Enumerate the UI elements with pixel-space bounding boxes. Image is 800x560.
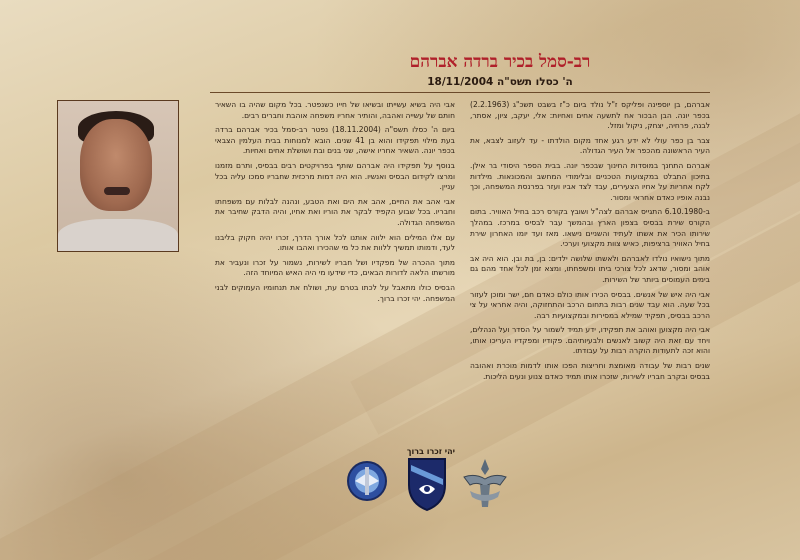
paragraph: מתוך נישואיו נולדו לאברהם ולאשתו שלושה ילדים: בן, בת ובן. הוא היה אב אוהב ומסור, שדאג לכל צורכי ביתו ומשפחתו, ומצא זמן לכל אחד מהם גם בימים העמוסים ביותר של השירות. (470, 253, 710, 284)
paragraph: אברהם התחנך במוסדות החינוך שבכפר יונה. בבית הספר היסודי בר אילן. בתיכון התבלט במקצועות הטכניים ובלימודי המחשב והמכונאות. מילדות לקח אחריות על אחיו הצעירים, עבד לצד אביו ועזר בפרנסת המשפחה, וכך נבנה אופיו כאדם אחראי ומסור. (470, 160, 710, 202)
paragraph: אבי היה איש של אנשים. בבסיס הכירו אותו כולם כאדם חם, ישר ומוכן לעזור בכל שעה. הוא עבד שנים רבות בתחום הרכב והתחזוקה, והיה אחראי על צי הרכב בבסיס, תפקיד שמילא במסירות ובמקצועיות רבה. (470, 289, 710, 320)
air-force-wings-emblem-icon (460, 455, 510, 513)
paragraph: הבסיס כולו מתאבל על לכתו בטרם עת, ושולח את תנחומיו העמוקים לבני המשפחה. יהי זכרו ברוך. (215, 282, 455, 303)
portrait-face (80, 119, 152, 211)
signoff: יהי זכרו ברוך (406, 447, 455, 456)
squadron-shield-emblem-icon (405, 455, 449, 513)
paragraph: צבר בן כפר עולי לא ידע רגע אחד מקום הולדתו - עד לעזוב לצבא, את העיר הראשונה מהכפר אל העיר הגדולה. (470, 135, 710, 156)
biography-column-left (215, 100, 455, 308)
paragraph: ב-6.10.1980 התגייס אברהם לצה"ל ושובץ בקורס רכב בחיל האוויר. בתום הקורס שירת בבסיס בצפון הארץ ובהמשך עבר לבסיס במרכז. במהלך שירותו הכיר את אשתו לעתיד והשניים נישאו. מאז ועד יומו האחרון שירת בחיל האוויר ברציפות, כאיש צוות מקצועי וערכי. (470, 207, 710, 249)
paragraph: אברהם, בן יוספינה ופליקס ז"ל נולד ביום כ"ז בשבט תשכ"ג (2.2.1963) בכפר יונה. הבן הבכור אח לתשעה אחים ואחיות: אלי, יעקב, ציון, אסתר, לבנה, פרחיה, יצחק, ניקול ומזל. (470, 100, 710, 131)
paragraph: עם אלו המילים הוא ילווה אותנו לכל אורך הדרך, זכרו יהיה חקוק בליבנו לעד, ודמותו תמשיך ללוות את כל מי שהכירו ואהבו אותו. (215, 232, 455, 253)
emblem-row (345, 455, 525, 515)
biography-column-right (470, 100, 710, 386)
paragraph: אבי היה מקצוען ואוהב את תפקידו, ידע תמיד לשמור על הסדר ועל הנהלים, ויחד עם זאת היה קשוב לאנשים ולבעיותיהם. פקודיו ומפקדיו העריכו אותו, והוא זכה לתעודות הוקרה רבות על עבודתו. (470, 325, 710, 356)
memorial-date: ה' כסלו תשס"ה 18/11/2004 (427, 76, 573, 88)
paragraph: בנוסף על תפקידו היה אברהם שותף בפרויקטים רבים בבסיס, ותרם מזמנו ומרצו לקידום הבסיס ואנשיו. הוא היה דמות מרכזית שחבריו סמכו עליה בכל עניין. (215, 160, 455, 192)
portrait-mustache (104, 187, 130, 195)
portrait-photo (57, 100, 179, 252)
paragraph: אבי היה בשיא עשייתו ובשיאו של חייו כשנפטר. בכל מקום שהיה בו השאיר חותם של עשייה ואהבה, והותיר אחריו משפחה אוהבת וחברים רבים. (215, 100, 455, 120)
paragraph: מתוך ההכרה של מפקדיו ושל חבריו לשירות, נשמור על זכרו ונעביר את מורשתו הלאה לדורות הבאים, כדי שידעו מי היה האיש המיוחד הזה. (215, 257, 455, 278)
portrait-shirt (58, 219, 178, 252)
unit-emblem-round-icon (345, 455, 389, 505)
paragraph: ביום ה' כסלו תשס"ה (18.11.2004) נפטר רב-סמל בכיר אברהם ברדה בעת מילוי תפקידו והוא בן 41 שנים. הובא למנוחות בבית העלמין הצבאי בכפר יונה. השאיר אחריו אישה, שני בנים ובת ושושלת אחים ואחיות. (215, 125, 455, 156)
paragraph: שנים רבות של עבודה מאומצת וחריצות הפכו אותו לדמות מוכרת ואהובה בבסיס ובקרב חבריו לשירות, שזכרו אותו תמיד כאדם צנוע ונעים הליכות. (470, 361, 710, 381)
page-title: רב-סמל בכיר ברדה אברהם (409, 52, 591, 72)
title-divider (210, 92, 710, 93)
paragraph: אבי אהב את החיים, אהב את הים ואת הטבע, ונהנה לבלות עם משפחתו וחבריו. בכל שבוע הקפיד לבקר את הוריו ואת אחיו, והיה הדבק שחיבר את המשפחה הגדולה. (215, 196, 455, 227)
